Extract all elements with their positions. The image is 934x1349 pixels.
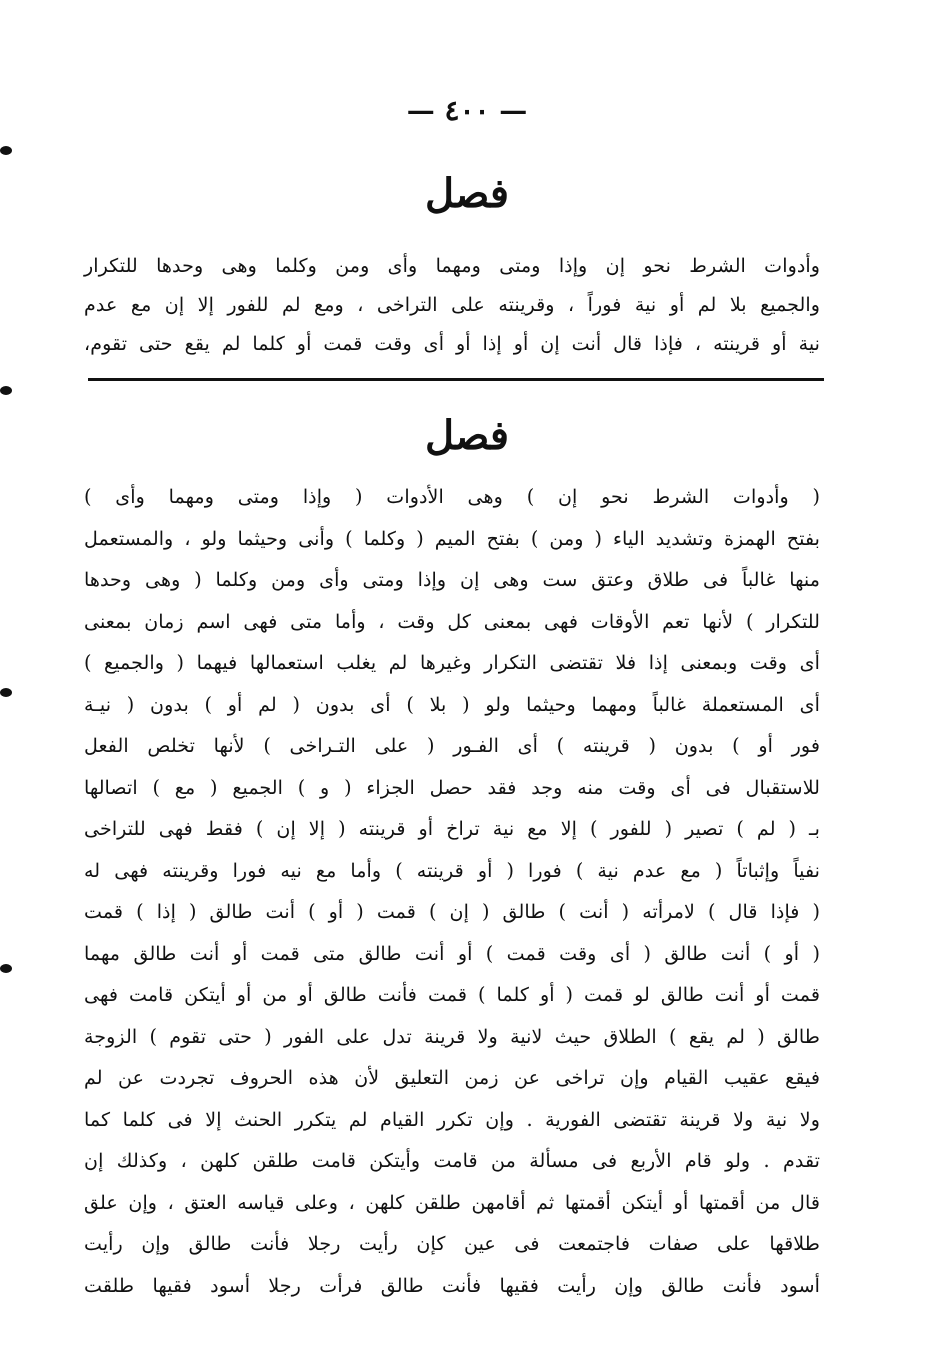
sharh-line: بـ ( لم ) تصير ( للفور ) إلا مع نية تراخ أو قرينته ( إلا إن ) فقط فهى للتراخى — [84, 817, 820, 840]
sharh-line: أى وقت وبمعنى إذا فلا تقتضى التكرار وغيرها لم يغلب استعمالها فيهما ( والجميع ) — [84, 651, 820, 674]
matn-line: والجميع بلا لم أو نية فوراً ، وقرينته على التراخى ، ومع لم للفور إلا إن مع عدم — [84, 293, 820, 316]
sharh-section-heading: فصل — [424, 412, 510, 459]
matn-line: نية أو قرينته ، فإذا قال أنت إن أو إذا أو أى وقت قمت أو كلما لم يقع حتى تقوم، — [84, 332, 820, 355]
margin-mark — [0, 386, 12, 395]
matn-section-heading: فصل — [424, 170, 510, 217]
sharh-line: فور أو ) بدون ( قرينته ) أى الفـور ( على التـراخى ) لأنها تخلص الفعل — [84, 734, 820, 757]
sharh-line: للتكرار ) لأنها تعم الأوقات فهى بمعنى كل وقت ، وأما متى فهى اسم زمان بمعنى — [84, 609, 820, 633]
sharh-line: للاستقبال فى أى وقت منه وجد فقد حصل الجزاء ( و ) الجميع ( مع ) اتصالها — [84, 775, 820, 799]
margin-mark — [0, 964, 12, 973]
sharh-line: طالق ( لم يقع ) الطلاق حيث لانية ولا قرينة تدل على الفور ( حتى تقوم ) الزوجة — [84, 1024, 820, 1048]
margin-mark — [0, 146, 12, 155]
sharh-line: منها غالباً فى طلاق وعتق ست وهى إن وإذا ومتى وأى ومن وكلما ( وهى وحدها — [84, 568, 820, 591]
sharh-line: قال من أقمتها أو أيتكن أقمتها ثم أقامهن طلقن كلهن ، وعلى قياسه العتق ، وإن علق — [84, 1190, 820, 1214]
section-divider — [88, 378, 824, 381]
sharh-line: ( أو ) أنت طالق ( أى وقت قمت ) أو أنت طالق متى قمت أو أنت طالق مهما — [84, 941, 820, 965]
sharh-line: طلاقها على صفات فاجتمعت فى عين كإن رأيت رجلا فأنت طالق وإن رأيت — [84, 1232, 820, 1255]
sharh-line: ( وأدوات الشرط نحو إن ) وهى الأدوات ( وإذا ومتى ومهما وأى ) — [84, 485, 820, 508]
sharh-line: ( فإذا قال ) لامرأته ( أنت ) طالق ( إن ) قمت ( أو ) أنت طالق ( إذا ) قمت — [84, 900, 820, 923]
margin-mark — [0, 688, 12, 697]
sharh-line: تقدم . ولو قام الأربع فى مسألة من قامت وأيتكن قامت طلقن كلهن ، وكذلك إن — [84, 1149, 820, 1172]
matn-text-block — [84, 246, 820, 363]
matn-line: وأدوات الشرط نحو إن وإذا ومتى ومهما وأى ومن وكلما وهى وحدها للتكرار — [84, 254, 820, 277]
sharh-line: قمت أو أنت طالق لو قمت ( أو كلما ) قمت فأنت طالق أو من أو أيتكن قامت فهى — [84, 983, 820, 1006]
sharh-line: أى المستعملة غالباً ومهما وحيثما ولو ( بلا ) أى بدون ( لم أو ) بدون ( نيـة — [84, 692, 820, 716]
sharh-line: بفتح الهمزة وتشديد الياء ( ومن ) بفتح الميم ( وكلما ) وأنى وحيثما ولو ، والمستعمل — [84, 526, 820, 550]
sharh-line: أسود فأنت طالق وإن رأيت فقيها فأنت طالق فرأت رجلا أسود فقيها طلقت — [84, 1273, 820, 1297]
sharh-line: فيقع عقيب القيام وإن تراخى عن زمن التعليق لأن هذه الحروف تجردت عن لم — [84, 1066, 820, 1089]
sharh-text-block — [84, 476, 820, 1306]
page-number: — ٤٠٠ — — [406, 94, 528, 127]
sharh-line: ولا نية ولا قرينة تقتضى الفورية . وإن تكرر القيام لم يتكرر الحنث إلا فى كلما كما — [84, 1107, 820, 1131]
sharh-line: نفياً وإثباتاً ( مع عدم نية ) فورا ( أو قرينته ) وأما مع نيه فورا وقرينته فهى له — [84, 858, 820, 882]
